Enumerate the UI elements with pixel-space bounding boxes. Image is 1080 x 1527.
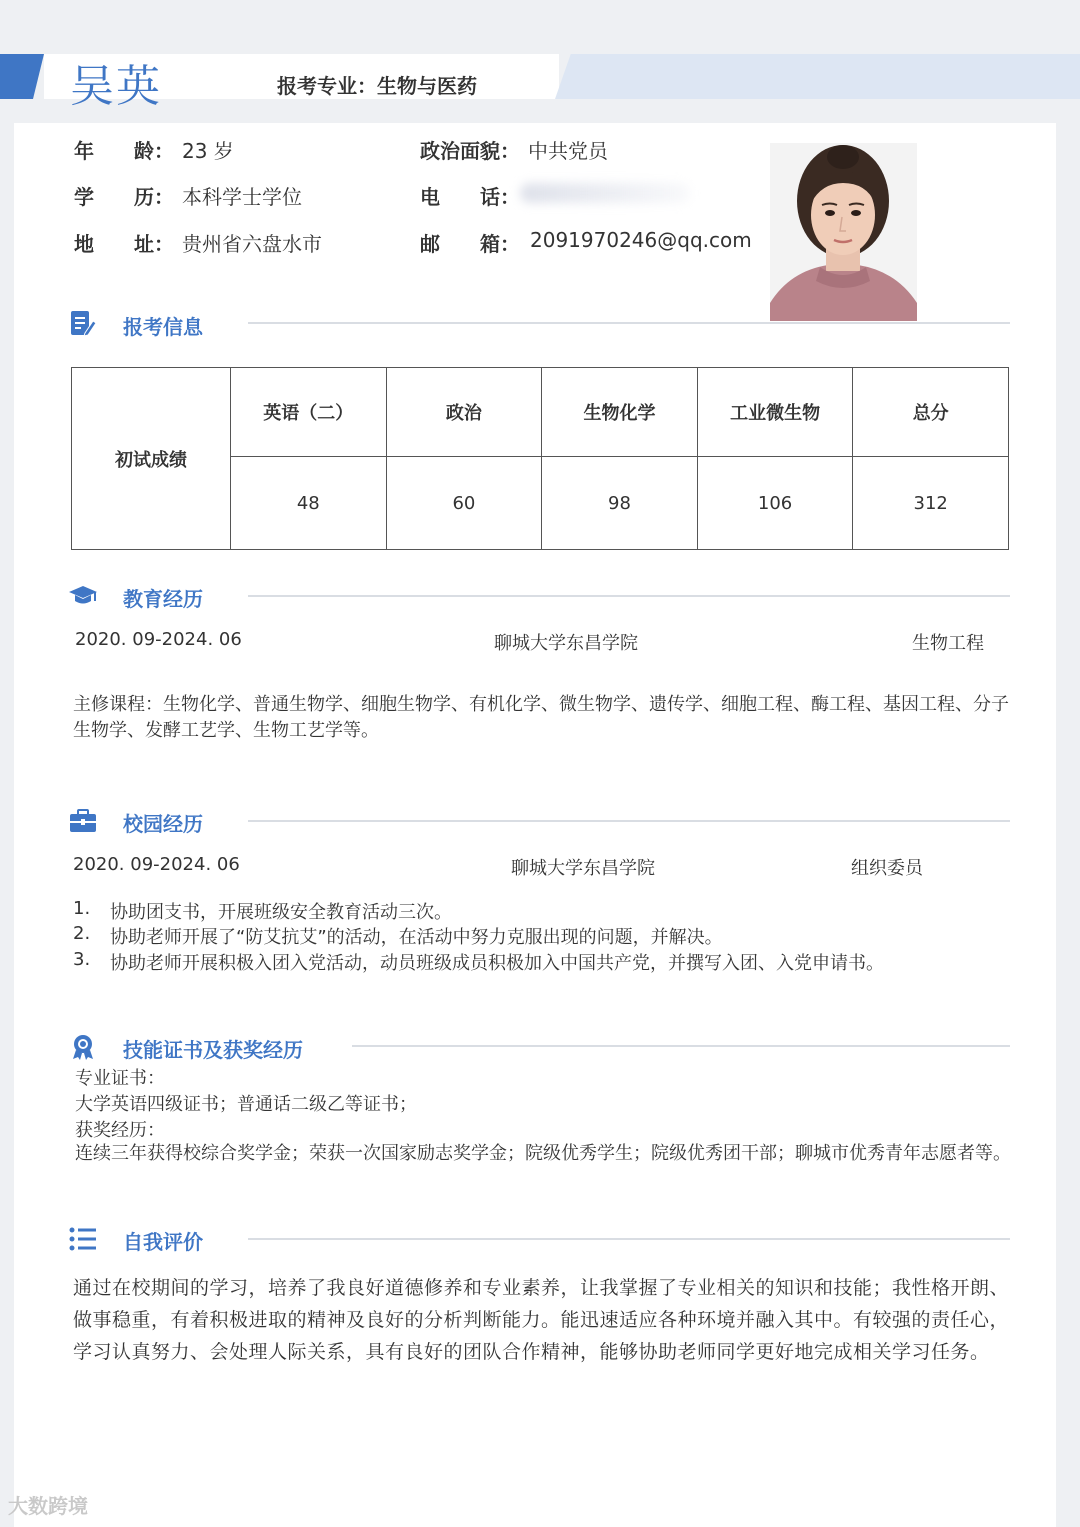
section-education-divider xyxy=(248,595,1010,597)
score-microbiology: 106 xyxy=(697,457,853,550)
award-list: 连续三年获得校综合奖学金；荣获一次国家励志奖学金；院级优秀学生；院级优秀团干部；聊城市优秀青年志愿者等。 xyxy=(75,1143,1011,1164)
section-campus-title: 校园经历 xyxy=(123,812,203,836)
profile-photo xyxy=(770,143,917,321)
address-value: 贵州省六盘水市 xyxy=(182,232,322,256)
header-light-band xyxy=(555,54,1080,99)
exam-scores-table xyxy=(71,367,1009,550)
education-label: 学 历： xyxy=(74,185,174,209)
subject-english: 英语（二） xyxy=(231,368,387,457)
politics-value: 中共党员 xyxy=(528,139,608,163)
email-value: 2091970246@qq.com xyxy=(530,228,752,252)
education-school: 聊城大学东昌学院 xyxy=(494,633,638,654)
section-self-eval-divider xyxy=(248,1238,1010,1240)
section-self-eval-title: 自我评价 xyxy=(123,1230,203,1254)
score-english: 48 xyxy=(231,457,387,550)
campus-item-number: 1. xyxy=(73,898,91,919)
edit-document-icon xyxy=(68,309,98,339)
score-total: 312 xyxy=(853,457,1009,550)
email-label: 邮 箱： xyxy=(420,232,520,256)
cert-label: 专业证书： xyxy=(75,1068,165,1089)
award-label: 获奖经历： xyxy=(75,1120,165,1141)
briefcase-icon xyxy=(68,806,98,836)
education-courses: 主修课程：生物化学、普通生物学、细胞生物学、有机化学、微生物学、遗传学、细胞工程、酶工程、基因工程、分子生物学、发酵工艺学、生物工艺学等。 xyxy=(73,694,1009,741)
section-campus-divider xyxy=(248,820,1010,822)
award-badge-icon xyxy=(68,1032,98,1062)
campus-item-number: 3. xyxy=(73,949,91,970)
education-major: 生物工程 xyxy=(912,633,984,654)
section-skills-divider xyxy=(352,1045,1010,1047)
campus-item-text: 协助老师开展了“防艾抗艾”的活动，在活动中努力克服出现的问题，并解决。 xyxy=(110,927,723,948)
campus-item-text: 协助老师开展积极入团入党活动，动员班级成员积极加入中国共产党，并撰写入团、入党申请书。 xyxy=(110,953,884,974)
education-period: 2020. 09-2024. 06 xyxy=(75,629,242,650)
subject-total: 总分 xyxy=(853,368,1009,457)
address-label: 地 址： xyxy=(74,232,174,256)
score-politics: 60 xyxy=(386,457,542,550)
politics-label: 政治面貌： xyxy=(420,139,520,163)
phone-label: 电 话： xyxy=(420,185,520,209)
age-value: 23 岁 xyxy=(182,139,234,163)
subject-biochemistry: 生物化学 xyxy=(542,368,698,457)
subject-microbiology: 工业微生物 xyxy=(697,368,853,457)
campus-school: 聊城大学东昌学院 xyxy=(511,858,655,879)
cert-list: 大学英语四级证书；普通话二级乙等证书； xyxy=(75,1094,417,1115)
section-exam-divider xyxy=(248,322,1010,324)
list-icon xyxy=(68,1224,98,1254)
campus-role: 组织委员 xyxy=(851,858,923,879)
campus-item-text: 协助团支书，开展班级安全教育活动三次。 xyxy=(110,902,452,923)
header-accent-band xyxy=(0,54,44,99)
age-label: 年 龄： xyxy=(74,139,174,163)
section-skills-title: 技能证书及获奖经历 xyxy=(123,1038,303,1062)
apply-major: 报考专业：生物与医药 xyxy=(277,74,477,98)
campus-item-number: 2. xyxy=(73,923,91,944)
scores-row-label: 初试成绩 xyxy=(72,368,231,550)
candidate-name: 吴英 xyxy=(70,61,162,112)
education-value: 本科学士学位 xyxy=(182,185,302,209)
subject-politics: 政治 xyxy=(386,368,542,457)
campus-period: 2020. 09-2024. 06 xyxy=(73,854,240,875)
graduation-cap-icon xyxy=(68,581,98,611)
phone-value-blurred xyxy=(520,183,690,203)
score-biochemistry: 98 xyxy=(542,457,698,550)
section-education-title: 教育经历 xyxy=(123,587,203,611)
watermark: 大数跨境 xyxy=(8,1494,88,1518)
section-exam-title: 报考信息 xyxy=(123,315,203,339)
self-eval-text: 通过在校期间的学习，培养了我良好道德修养和专业素养，让我掌握了专业相关的知识和技能；我性格开朗、做事稳重，有着积极进取的精神及良好的分析判断能力。能迅速适应各种环境并融入其中。有较强的责任心，学习认真努力、会处理人际关系，具有良好的团队合作精神，能够协助老师同学更好地完成相关学习任务。 xyxy=(73,1277,1010,1363)
